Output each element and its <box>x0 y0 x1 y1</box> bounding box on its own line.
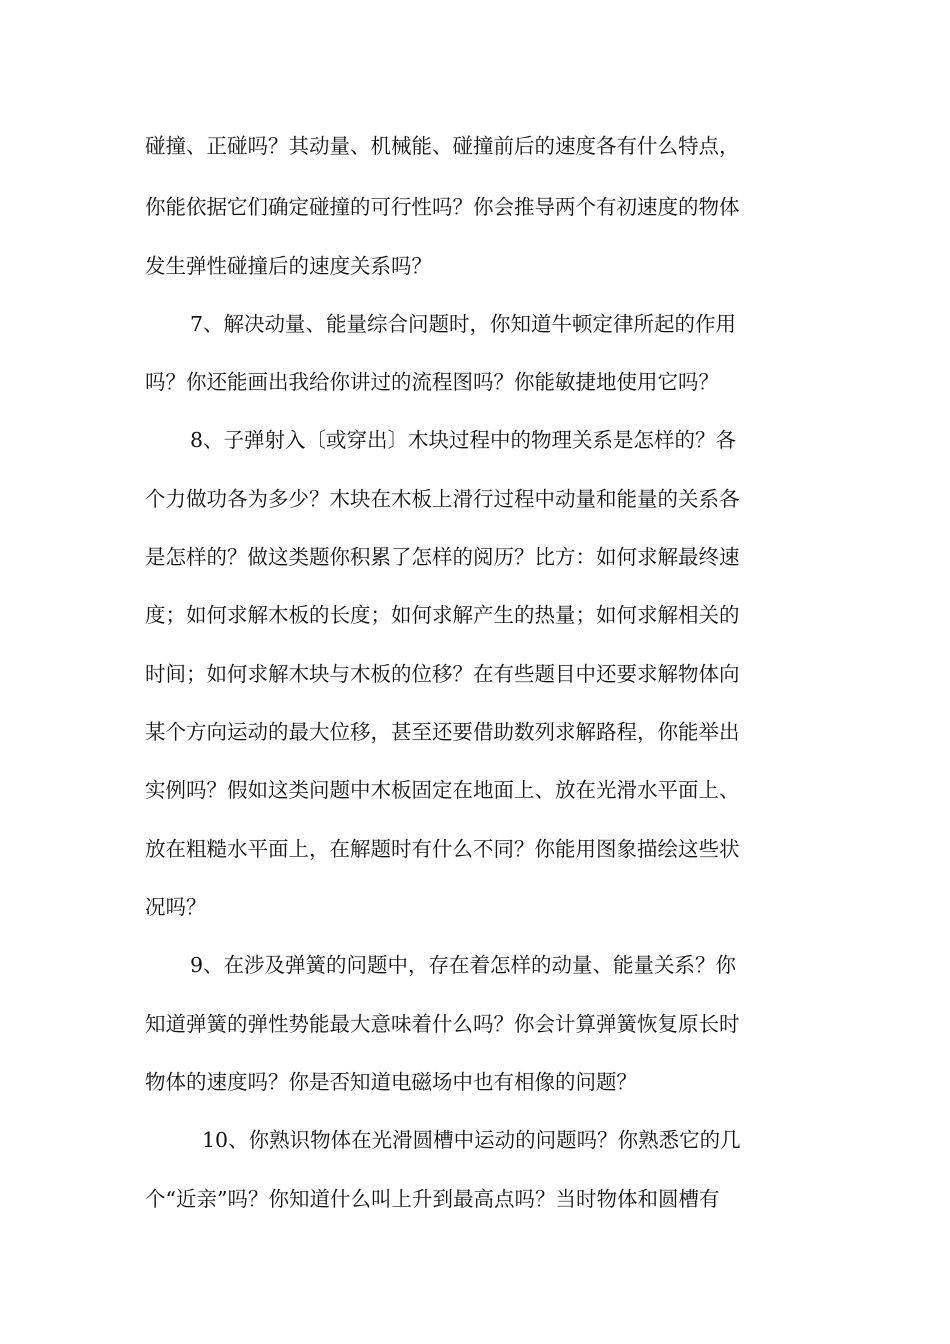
paragraph-7-start: 7、解决动量、能量综合问题时，你知道牛顿定律所起的作用 <box>190 312 737 336</box>
text-line: 发生弹性碰撞后的速度关系吗？ <box>145 254 432 278</box>
text-line: 某个方向运动的最大位移，甚至还要借助数列求解路程，你能举出 <box>145 720 740 744</box>
text-line: 度；如何求解木板的长度；如何求解产生的热量；如何求解相关的 <box>145 603 740 627</box>
text-line: 吗？你还能画出我给你讲过的流程图吗？你能敏捷地使用它吗？ <box>145 370 719 394</box>
text-line: 知道弹簧的弹性势能最大意味着什么吗？你会计算弹簧恢复原长时 <box>145 1012 740 1036</box>
text-line: 你能依据它们确定碰撞的可行性吗？你会推导两个有初速度的物体 <box>145 195 740 219</box>
text-line: 放在粗糙水平面上，在解题时有什么不同？你能用图象描绘这些状 <box>145 837 740 861</box>
text-line: 物体的速度吗？你是否知道电磁场中也有相像的问题？ <box>145 1070 637 1094</box>
paragraph-8-start: 8、子弹射入〔或穿出〕木块过程中的物理关系是怎样的？各 <box>190 428 737 452</box>
text-line: 时间；如何求解木块与木板的位移？在有些题目中还要求解物体向 <box>145 662 740 686</box>
paragraph-10-start: 10、你熟识物体在光滑圆槽中运动的问题吗？你熟悉它的几 <box>202 1128 741 1152</box>
text-line: 个力做功各为多少？木块在木板上滑行过程中动量和能量的关系各 <box>145 487 740 511</box>
text-line: 碰撞、正碰吗？其动量、机械能、碰撞前后的速度各有什么特点， <box>145 134 740 158</box>
text-line: 是怎样的？做这类题你积累了怎样的阅历？比方：如何求解最终速 <box>145 545 740 569</box>
paragraph-9-start: 9、在涉及弹簧的问题中，存在着怎样的动量、能量关系？你 <box>190 953 737 977</box>
text-line: 况吗？ <box>145 895 207 919</box>
text-line: 个“近亲”吗？你知道什么叫上升到最高点吗？当时物体和圆槽有 <box>145 1187 720 1211</box>
text-line: 实例吗？假如这类问题中木板固定在地面上、放在光滑水平面上、 <box>145 778 740 802</box>
